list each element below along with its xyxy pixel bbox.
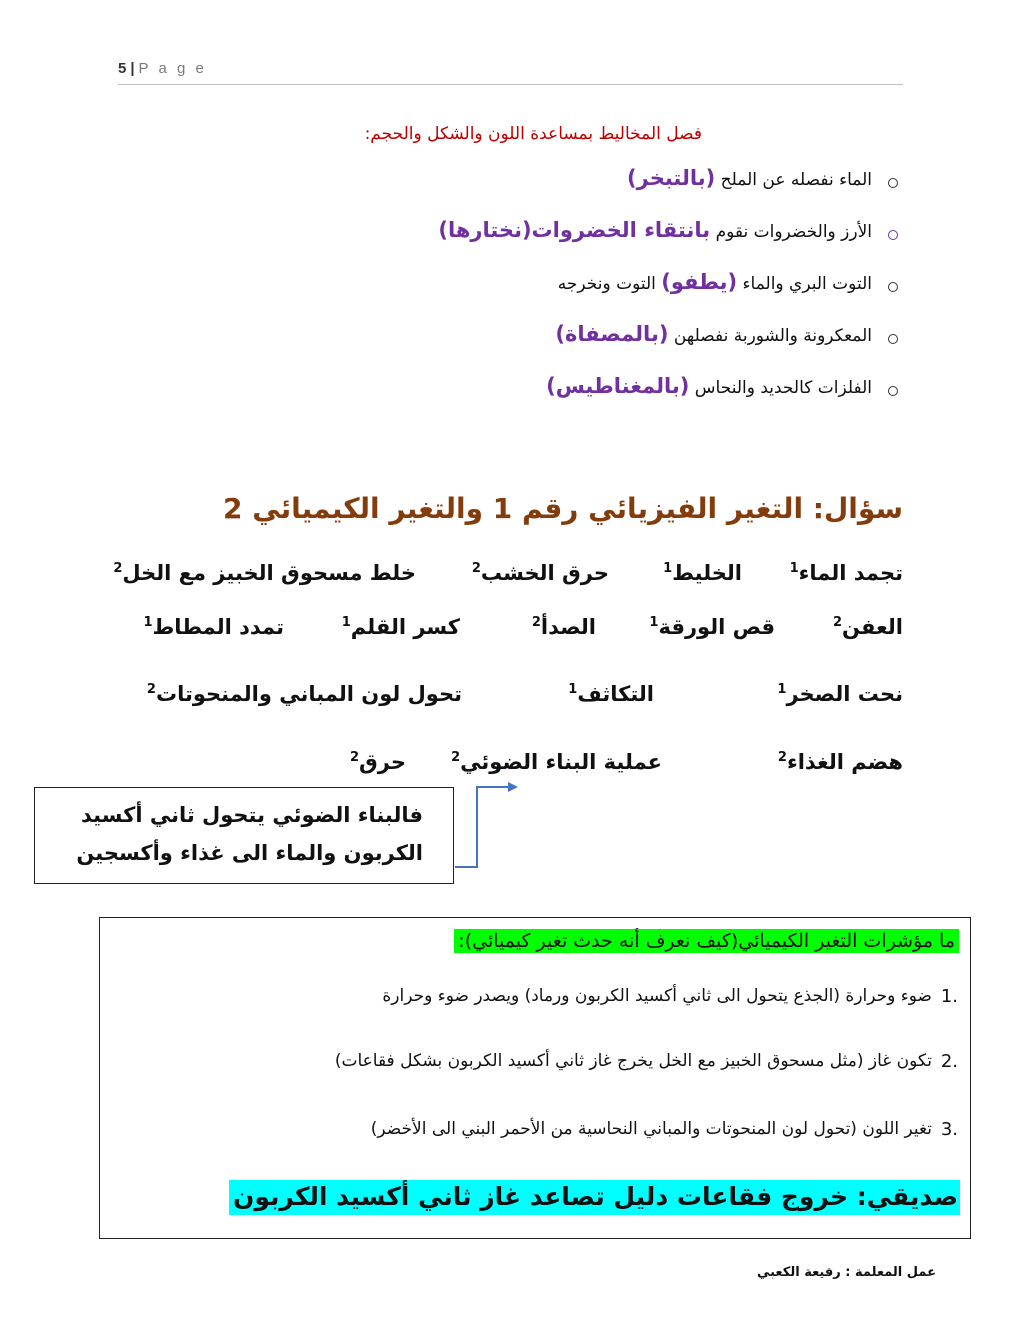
indicator-item: تكون غاز (مثل مسحوق الخبيز مع الخل يخرج غاز ثاني أكسيد الكربون بشكل فقاعات)	[334, 1051, 932, 1071]
item-highlight: بانتقاء الخضروات(نختارها)	[438, 218, 711, 242]
item-highlight: (بالمصفاة)	[555, 322, 669, 346]
term-item: تمدد المطاط$^1$	[143, 615, 284, 639]
list-item	[192, 270, 872, 322]
bullet-icon	[888, 230, 898, 240]
term-item: عملية البناء الضوئي$^2$	[451, 750, 662, 774]
header-rule	[118, 84, 903, 85]
item-text: الأرز والخضروات نقوم	[715, 222, 872, 242]
photosynthesis-note-box	[34, 787, 454, 884]
term-item: كسر القلم$^1$	[341, 615, 460, 639]
term-item: قص الورقة$^1$	[649, 615, 775, 639]
term-item: الصدأ$^2$	[531, 615, 596, 639]
term-item: العفن$^2$	[833, 615, 903, 639]
item-text: المعكرونة والشوربة نفصلهن	[673, 326, 872, 346]
indicator-number: 1.	[940, 986, 958, 1007]
friend-note: صديقي: خروج فقاعات دليل تصاعد غاز ثاني أكسيد الكربون	[229, 1180, 960, 1215]
term-item: التكاثف$^1$	[568, 682, 654, 706]
indicator-item: ضوء وحرارة (الجذع يتحول الى ثاني أكسيد الكربون ورماد) ويصدر ضوء وحرارة	[382, 986, 932, 1006]
separation-list	[192, 166, 872, 426]
list-item	[192, 218, 872, 270]
indicators-title: ما مؤشرات التغير الكيميائي(كيف نعرف أنه حدث تغير كيميائي):	[454, 929, 959, 953]
term-item: حرق الخشب$^2$	[471, 561, 609, 585]
bullet-icon	[888, 282, 898, 292]
item-text: الفلزات كالحديد والنحاس	[694, 378, 872, 398]
indicator-number: 2.	[940, 1051, 958, 1072]
bullet-icon	[888, 386, 898, 396]
teacher-credit: عمل المعلمة : رفيعة الكعبي	[756, 1265, 936, 1280]
list-item	[192, 322, 872, 374]
bullet-icon	[888, 178, 898, 188]
term-item: خلط مسحوق الخبيز مع الخل$^2$	[113, 561, 416, 585]
list-item	[192, 374, 872, 426]
item-highlight: (بالتبخر)	[627, 166, 716, 190]
item-text-after: التوت ونخرجه	[557, 274, 656, 294]
page-header	[118, 60, 207, 77]
term-item: تجمد الماء$^1$	[789, 561, 903, 585]
item-text: الماء نفصله عن الملح	[720, 170, 872, 190]
item-highlight: (يطفو)	[661, 270, 738, 294]
page-separator: |	[130, 60, 135, 77]
list-item	[192, 166, 872, 218]
page-label: P a g e	[138, 60, 207, 77]
page-number: 5	[118, 60, 127, 77]
indicator-item: تغير اللون (تحول لون المنحوتات والمباني النحاسية من الأحمر البني الى الأخضر)	[370, 1119, 932, 1139]
photosynthesis-note: فالبناء الضوئي يتحول ثاني أكسيد الكربون والماء الى غذاء وأكسجين	[76, 803, 423, 865]
item-text: التوت البري والماء	[742, 274, 872, 294]
item-highlight: (بالمغناطيس)	[546, 374, 690, 398]
indicator-number: 3.	[940, 1119, 958, 1140]
term-item: هضم الغذاء$^2$	[777, 750, 903, 774]
term-item: الخليط$^1$	[663, 561, 742, 585]
bullet-icon	[888, 334, 898, 344]
term-item: تحول لون المباني والمنحوتات$^2$	[146, 682, 462, 706]
section-title: فصل المخاليط بمساعدة اللون والشكل والحجم:	[364, 124, 702, 144]
question-title: سؤال: التغير الفيزيائي رقم 1 والتغير الكيميائي 2	[223, 492, 903, 525]
term-item: حرق$^2$	[349, 750, 406, 774]
term-item: نحت الصخر$^1$	[777, 682, 903, 706]
